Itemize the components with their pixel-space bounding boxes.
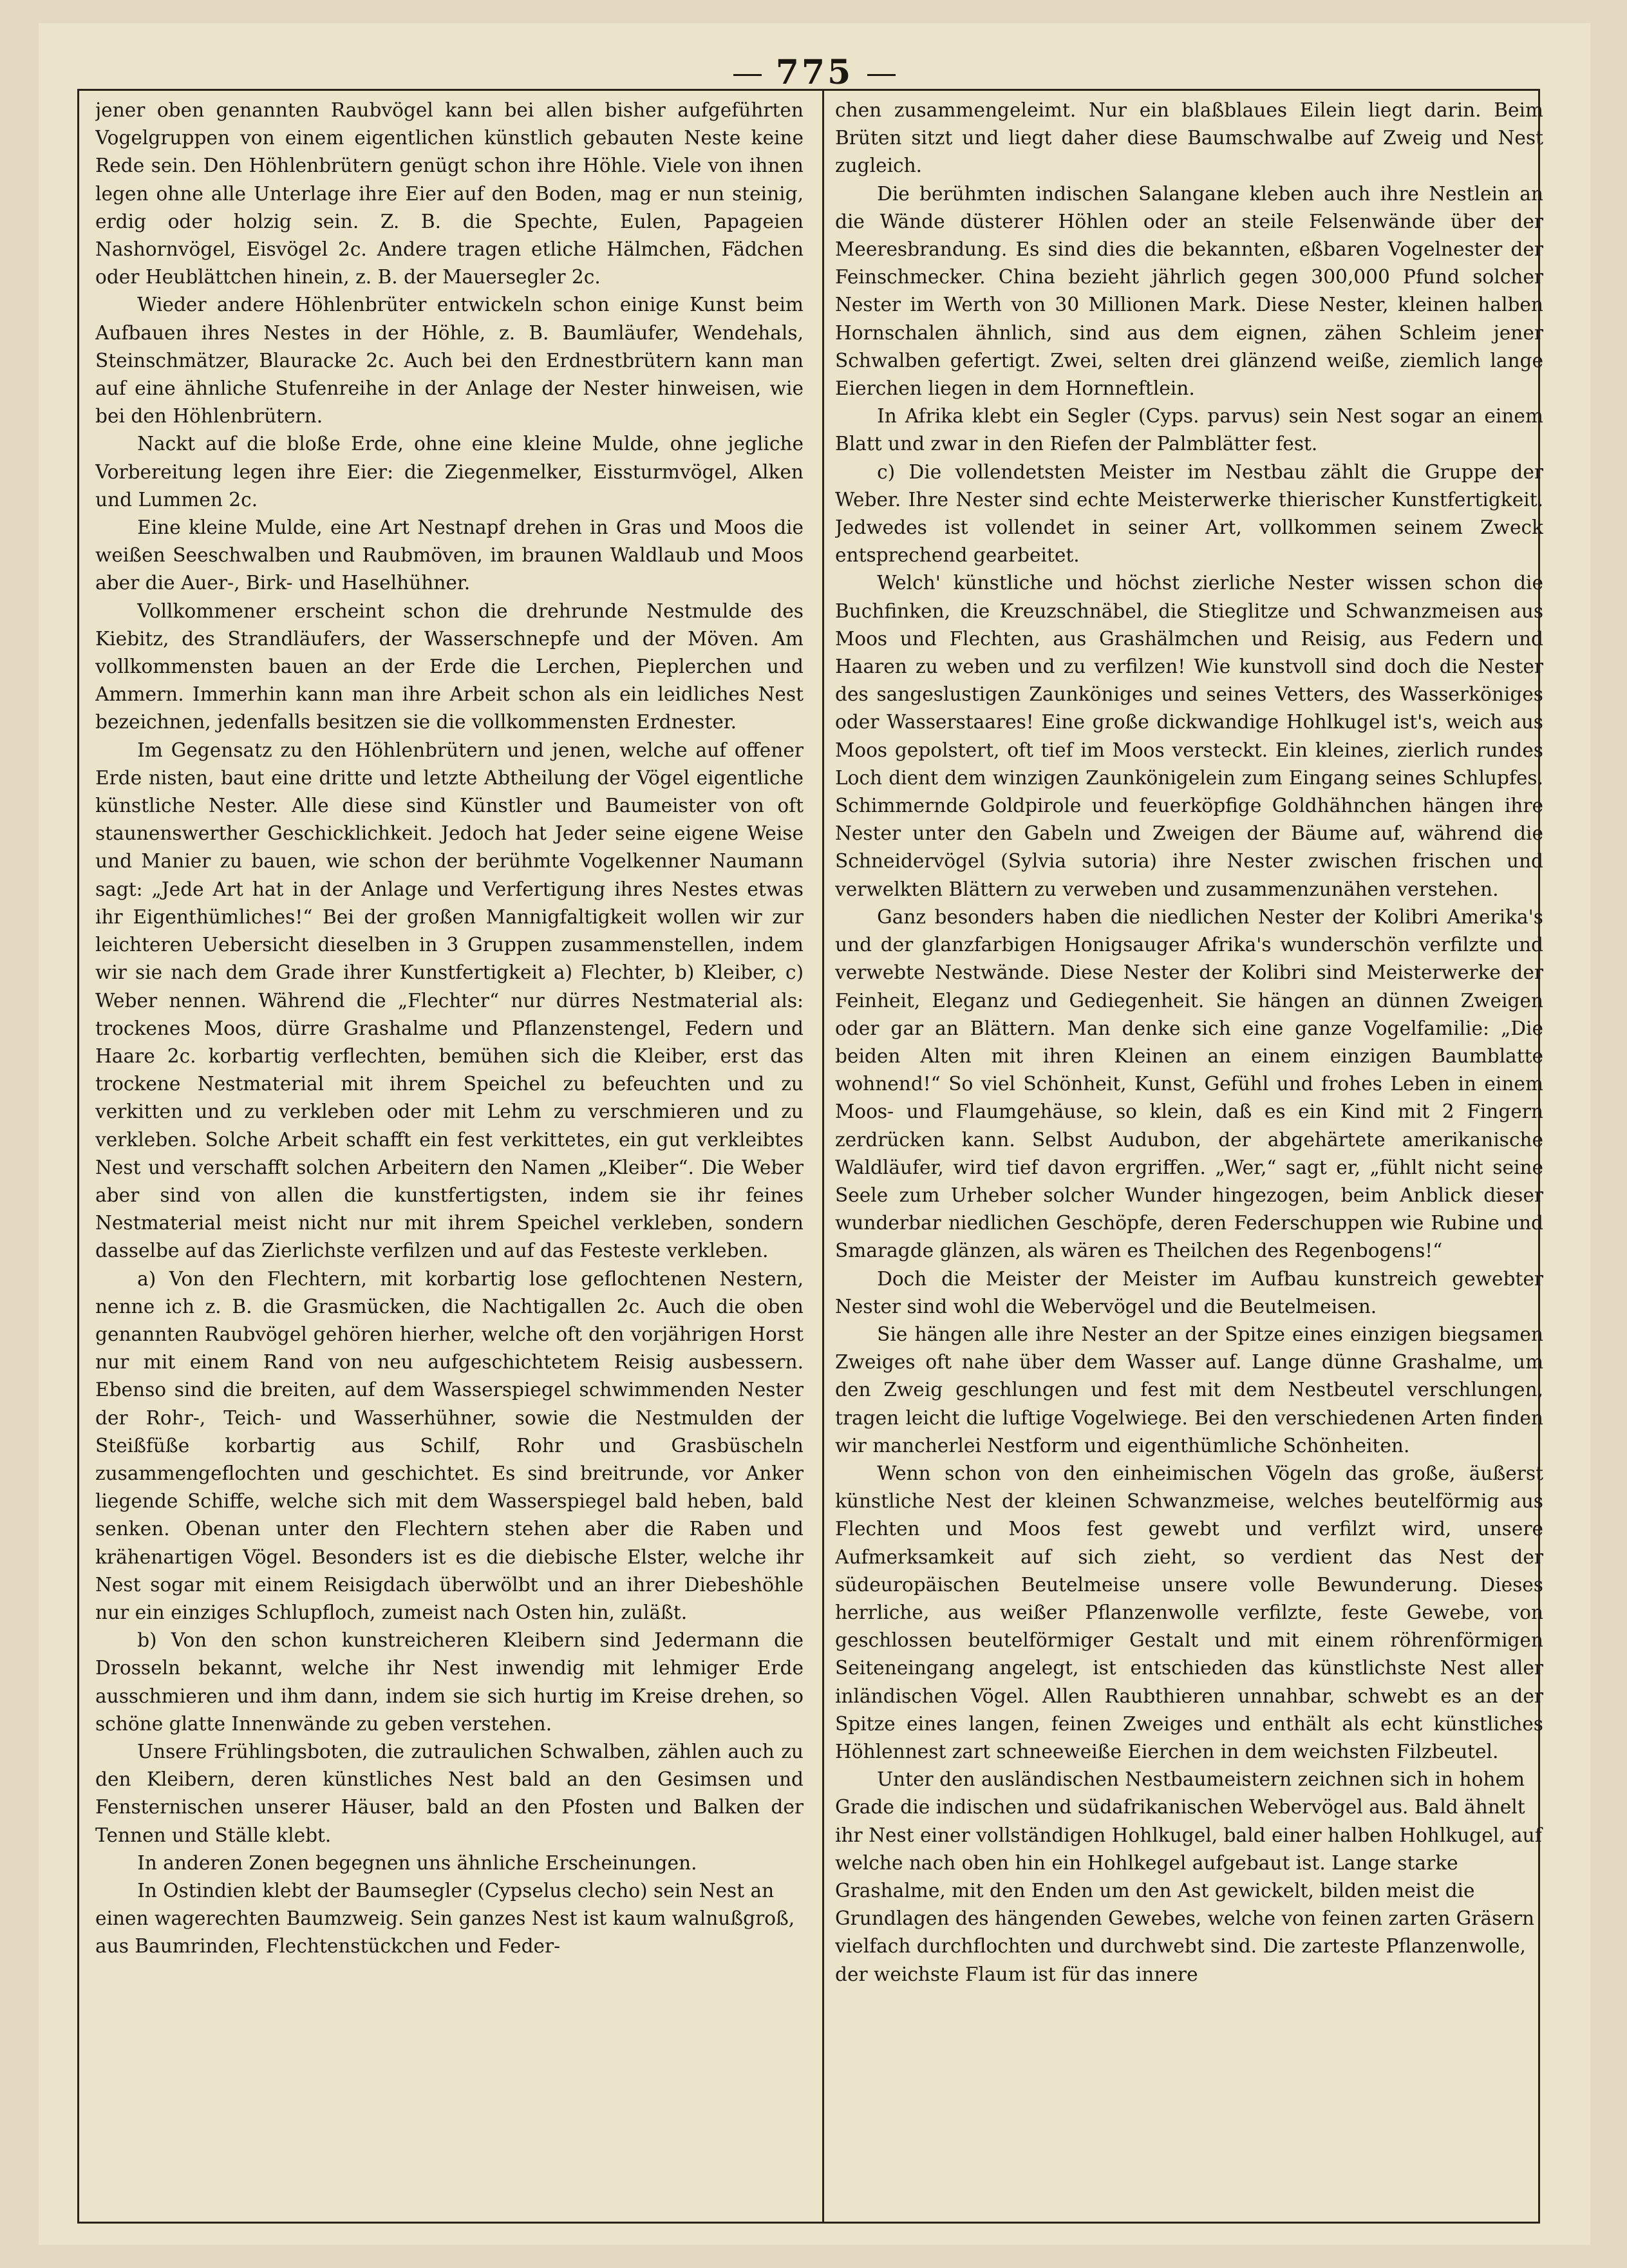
column-divider bbox=[822, 89, 824, 2224]
paragraph: Eine kleine Mulde, eine Art Nestnapf drehen in Gras und Moos die weißen Seeschwalben und Raubmöven, im braunen Waldlaub und Moos aber die Auer-, Birk- und Haselhühner. bbox=[95, 516, 804, 594]
paragraph: Nackt auf die bloße Erde, ohne eine kleine Mulde, ohne jegliche Vorbereitung legen ihre Eier: die Ziegenmelker, Eissturmvögel, Alken und Lummen 2c. bbox=[95, 433, 804, 511]
paragraph: Welch' künstliche und höchst zierliche Nester wissen schon die Buchfinken, die Kreuzschnäbel, die Stieglitze und Schwanzmeisen aus Moos und Flechten, aus Grashälmchen und Reisig, aus Federn und Haaren zu weben und zu verfilzen! Wie kunstvoll sind doch die Nester des sangeslustigen Zaunköniges und seines Vetters, des Wasserköniges oder Wasserstaares! Eine große dickwandige Hohlkugel ist's, weich aus Moos gepolstert, oft tief im Moos versteckt. Ein kleines, zierlich rundes Loch dient dem winzigen Zaunkönigelein zum Eingang seines Schlupfes. Schimmernde Goldpirole und feuerköpfige Goldhähnchen hängen ihre Nester unter den Gabeln und Zweigen der Bäume auf, während die Schneidervögel (Sylvia sutoria) ihre Nester zwischen frischen und verwelkten Blättern zu verweben und zusammenzunähen verstehen. bbox=[835, 572, 1543, 900]
paragraph: jener oben genannten Raubvögel kann bei allen bisher aufgeführten Vogelgruppen von einem eigentlichen künstlich gebauten Neste keine Rede sein. Den Höhlenbrütern genügt schon ihre Höhle. Viele von ihnen legen ohne alle Unterlage ihre Eier auf den Boden, mag er nun steinig, erdig oder holzig sein. Z. B. die Spechte, Eulen, Papageien Nashornvögel, Eisvögel 2c. Andere tragen etliche Hälmchen, Fädchen oder Heublättchen hinein, z. B. der Mauersegler 2c. bbox=[95, 99, 804, 288]
header-dash-right bbox=[867, 74, 896, 76]
paragraph: Unsere Frühlingsboten, die zutraulichen Schwalben, zählen auch zu den Kleibern, deren künstliches Nest bald an den Gesimsen und Fensternischen unserer Häuser, bald an den Pfosten und Balken der Tennen und Ställe klebt. bbox=[95, 1740, 804, 1846]
paragraph: c) Die vollendetsten Meister im Nestbau zählt die Gruppe der Weber. Ihre Nester sind echte Meisterwerke thierischer Kunstfertigkeit. Jedwedes ist vollendet in seiner Art, vollkommen seinem Zweck entsprechend gearbeitet. bbox=[835, 460, 1543, 567]
paragraph: Vollkommener erscheint schon die drehrunde Nestmulde des Kiebitz, des Strandläufers, der Wasserschnepfe und der Möven. Am vollkommensten bauen an der Erde die Lerchen, Pieplerchen und Ammern. Immerhin kann man ihre Arbeit schon als ein leidliches Nest bezeichnen, jedenfalls besitzen sie die vollkommensten Erdnester. bbox=[95, 600, 804, 733]
paragraph: Ganz besonders haben die niedlichen Nester der Kolibri Amerika's und der glanzfarbigen Honigsauger Afrika's wunderschön verfilzte und verwebte Nestwände. Diese Nester der Kolibri sind Meisterwerke der Feinheit, Eleganz und Gediegenheit. Sie hängen an dünnen Zweigen oder gar an Blättern. Man denke sich eine ganze Vogelfamilie: „Die beiden Alten mit ihren Kleinen an einem einzigen Baumblatte wohnend!“ So viel Schönheit, Kunst, Gefühl und frohes Leben in einem Moos- und Flaumgehäuse, so klein, daß es ein Kind mit 2 Fingern zerdrücken kann. Selbst Audubon, der abgehärtete amerikanische Waldläufer, wird tief davon ergriffen. „Wer,“ sagt er, „fühlt nicht seine Seele zum Urheber solcher Wunder hingezogen, beim Anblick dieser wunderbar niedlichen Geschöpfe, deren Federschuppen wie Rubine und Smaragde glänzen, als wären es Theilchen des Regenbogens!“ bbox=[835, 905, 1543, 1262]
paragraph: Wenn schon von den einheimischen Vögeln das große, äußerst künstliche Nest der kleinen Schwanzmeise, welches beutelförmig aus Flechten und Moos fest gewebt und verfilzt wird, unsere Aufmerksamkeit auf sich zieht, so verdient das Nest der südeuropäischen Beutelmeise unsere volle Bewunderung. Dieses herrliche, aus weißer Pflanzenwolle verfilzte, feste Gewebe, von geschlossen beutelförmiger Gestalt und mit einem röhrenförmigen Seiteneingang angelegt, ist entschieden das künstlichste Nest aller inländischen Vögel. Allen Raubthieren unnahbar, schwebt es an der Spitze eines langen, feinen Zweiges und enthält als echt künstliches Höhlennest zart schneeweiße Eierchen in dem weichsten Filzbeutel. bbox=[835, 1462, 1543, 1762]
header-dash-left bbox=[733, 74, 762, 76]
paragraph: Wieder andere Höhlenbrüter entwickeln schon einige Kunst beim Aufbauen ihres Nestes in der Höhle, z. B. Baumläufer, Wendehals, Steinschmätzer, Blauracke 2c. Auch bei den Erdnestbrütern kann man auf eine ähnliche Stufenreihe in der Anlage der Nester hinweisen, wie bei den Höhlenbrütern. bbox=[95, 294, 804, 428]
paragraph: In Afrika klebt ein Segler (Cyps. parvus) sein Nest sogar an einem Blatt und zwar in den Riefen der Palmblätter fest. bbox=[835, 405, 1543, 455]
paragraph: chen zusammengeleimt. Nur ein blaßblaues Eilein liegt darin. Beim Brüten sitzt und liegt daher diese Baumschwalbe auf Zweig und Nest zugleich. bbox=[835, 99, 1543, 177]
paragraph: a) Von den Flechtern, mit korbartig lose geflochtenen Nestern, nenne ich z. B. die Grasmücken, die Nachtigallen 2c. Auch die oben genannten Raubvögel gehören hierher, welche oft den vorjährigen Horst nur mit einem Rand von neu aufgeschichtetem Reisig ausbessern. Ebenso sind die breiten, auf dem Wasserspiegel schwimmenden Nester der Rohr-, Teich- und Wasserhühner, sowie die Nestmulden der Steißfüße korbartig aus Schilf, Rohr und Grasbüscheln zusammengeflochten und geschichtet. Es sind breitrunde, vor Anker liegende Schiffe, welche sich mit dem Wasserspiegel bald heben, bald senken. Obenan unter den Flechtern stehen aber die Raben und krähenartigen Vögel. Besonders ist es die diebische Elster, welche ihr Nest sogar mit einem Reisigdach überwölbt und an ihrer Diebeshöhle nur ein einziges Schlupfloch, zumeist nach Osten hin, zuläßt. bbox=[95, 1267, 804, 1623]
paragraph: b) Von den schon kunstreicheren Kleibern sind Jedermann die Drosseln bekannt, welche ihr Nest inwendig mit lehmiger Erde ausschmieren und ihm dann, indem sie sich hurtig im Kreise drehen, so schöne glatte Innenwände zu geben verstehen. bbox=[95, 1629, 804, 1735]
paragraph: Die berühmten indischen Salangane kleben auch ihre Nestlein an die Wände düsterer Höhlen oder an steile Felsenwände über der Meeresbrandung. Es sind dies die bekannten, eßbaren Vogelnester der Feinschmecker. China bezieht jährlich gegen 300,000 Pfund solcher Nester im Werth von 30 Millionen Mark. Diese Nester, kleinen halben Hornschalen ähnlich, sind aus dem eignen, zähen Schleim jener Schwalben gefertigt. Zwei, selten drei glänzend weiße, ziemlich lange Eierchen liegen in dem Hornneftlein. bbox=[835, 182, 1543, 400]
page-number: 775 bbox=[775, 53, 854, 92]
paragraph: Unter den ausländischen Nestbaumeistern zeichnen sich in hohem Grade die indischen und südafrikanischen Webervögel aus. Bald ähnelt ihr Nest einer vollständigen Hohlkugel, bald einer halben Hohlkugel, auf welche nach oben hin ein Hohlkegel aufgebaut ist. Lange starke Grashalme, mit den Enden um den Ast gewickelt, bilden meist die Grundlagen des hängenden Gewebes, welche von feinen zarten Gräsern vielfach durchflochten und durchwebt sind. Die zarteste Pflanzenwolle, der weichste Flaum ist für das innere bbox=[835, 1768, 1542, 1985]
paragraph: Sie hängen alle ihre Nester an der Spitze eines einzigen biegsamen Zweiges oft nahe über dem Wasser auf. Lange dünne Grashalme, um den Zweig geschlungen und fest mit dem Nestbeutel verschlungen, tragen leicht die luftige Vogelwiege. Bei den verschiedenen Arten finden wir mancherlei Nestform und eigenthümliche Schönheiten. bbox=[835, 1323, 1543, 1457]
left-column bbox=[95, 97, 804, 2215]
paragraph: Doch die Meister der Meister im Aufbau kunstreich gewebter Nester sind wohl die Webervögel und die Beutelmeisen. bbox=[835, 1267, 1543, 1318]
paragraph: Im Gegensatz zu den Höhlenbrütern und jenen, welche auf offener Erde nisten, baut eine dritte und letzte Abtheilung der Vögel eigentliche künstliche Nester. Alle diese sind Künstler und Baumeister von oft staunenswerther Geschicklichkeit. Jedoch hat Jeder seine eigene Weise und Manier zu bauen, wie schon der berühmte Vogelkenner Naumann sagt: „Jede Art hat in der Anlage und Verfertigung ihres Nestes etwas ihr Eigenthümliches!“ Bei der großen Mannigfaltigkeit wollen wir zur leichteren Uebersicht dieselben in 3 Gruppen zusammenstellen, indem wir sie nach dem Grade ihrer Kunstfertigkeit a) Flechter, b) Kleiber, c) Weber nennen. Während die „Flechter“ nur dürres Nestmaterial als: trockenes Moos, dürre Grashalme und Pflanzenstengel, Federn und Haare 2c. korbartig verflechten, bemühen sich die Kleiber, erst das trockene Nestmaterial mit ihrem Speichel zu befeuchten und zu verkitten und zu verkleben oder mit Lehm zu verschmieren und zu verkleben. Solche Arbeit schafft ein fest verkittetes, ein gut verkleibtes Nest und verschafft solchen Arbeitern den Namen „Kleiber“. Die Weber aber sind von allen die kunstfertigsten, indem sie ihr feines Nestmaterial meist nicht nur mit ihrem Speichel verkleben, sondern dasselbe auf das Zierlichste verfilzen und auf das Festeste verkleben. bbox=[95, 739, 804, 1262]
page-number-header bbox=[39, 53, 1590, 92]
paragraph: In anderen Zonen begegnen uns ähnliche Erscheinungen. bbox=[137, 1851, 697, 1874]
paragraph: In Ostindien klebt der Baumsegler (Cypselus clecho) sein Nest an einen wagerechten Baumzweig. Sein ganzes Nest ist kaum walnußgroß, aus Baumrinden, Flechtenstückchen und Feder- bbox=[95, 1880, 795, 1958]
right-column bbox=[835, 97, 1543, 2215]
